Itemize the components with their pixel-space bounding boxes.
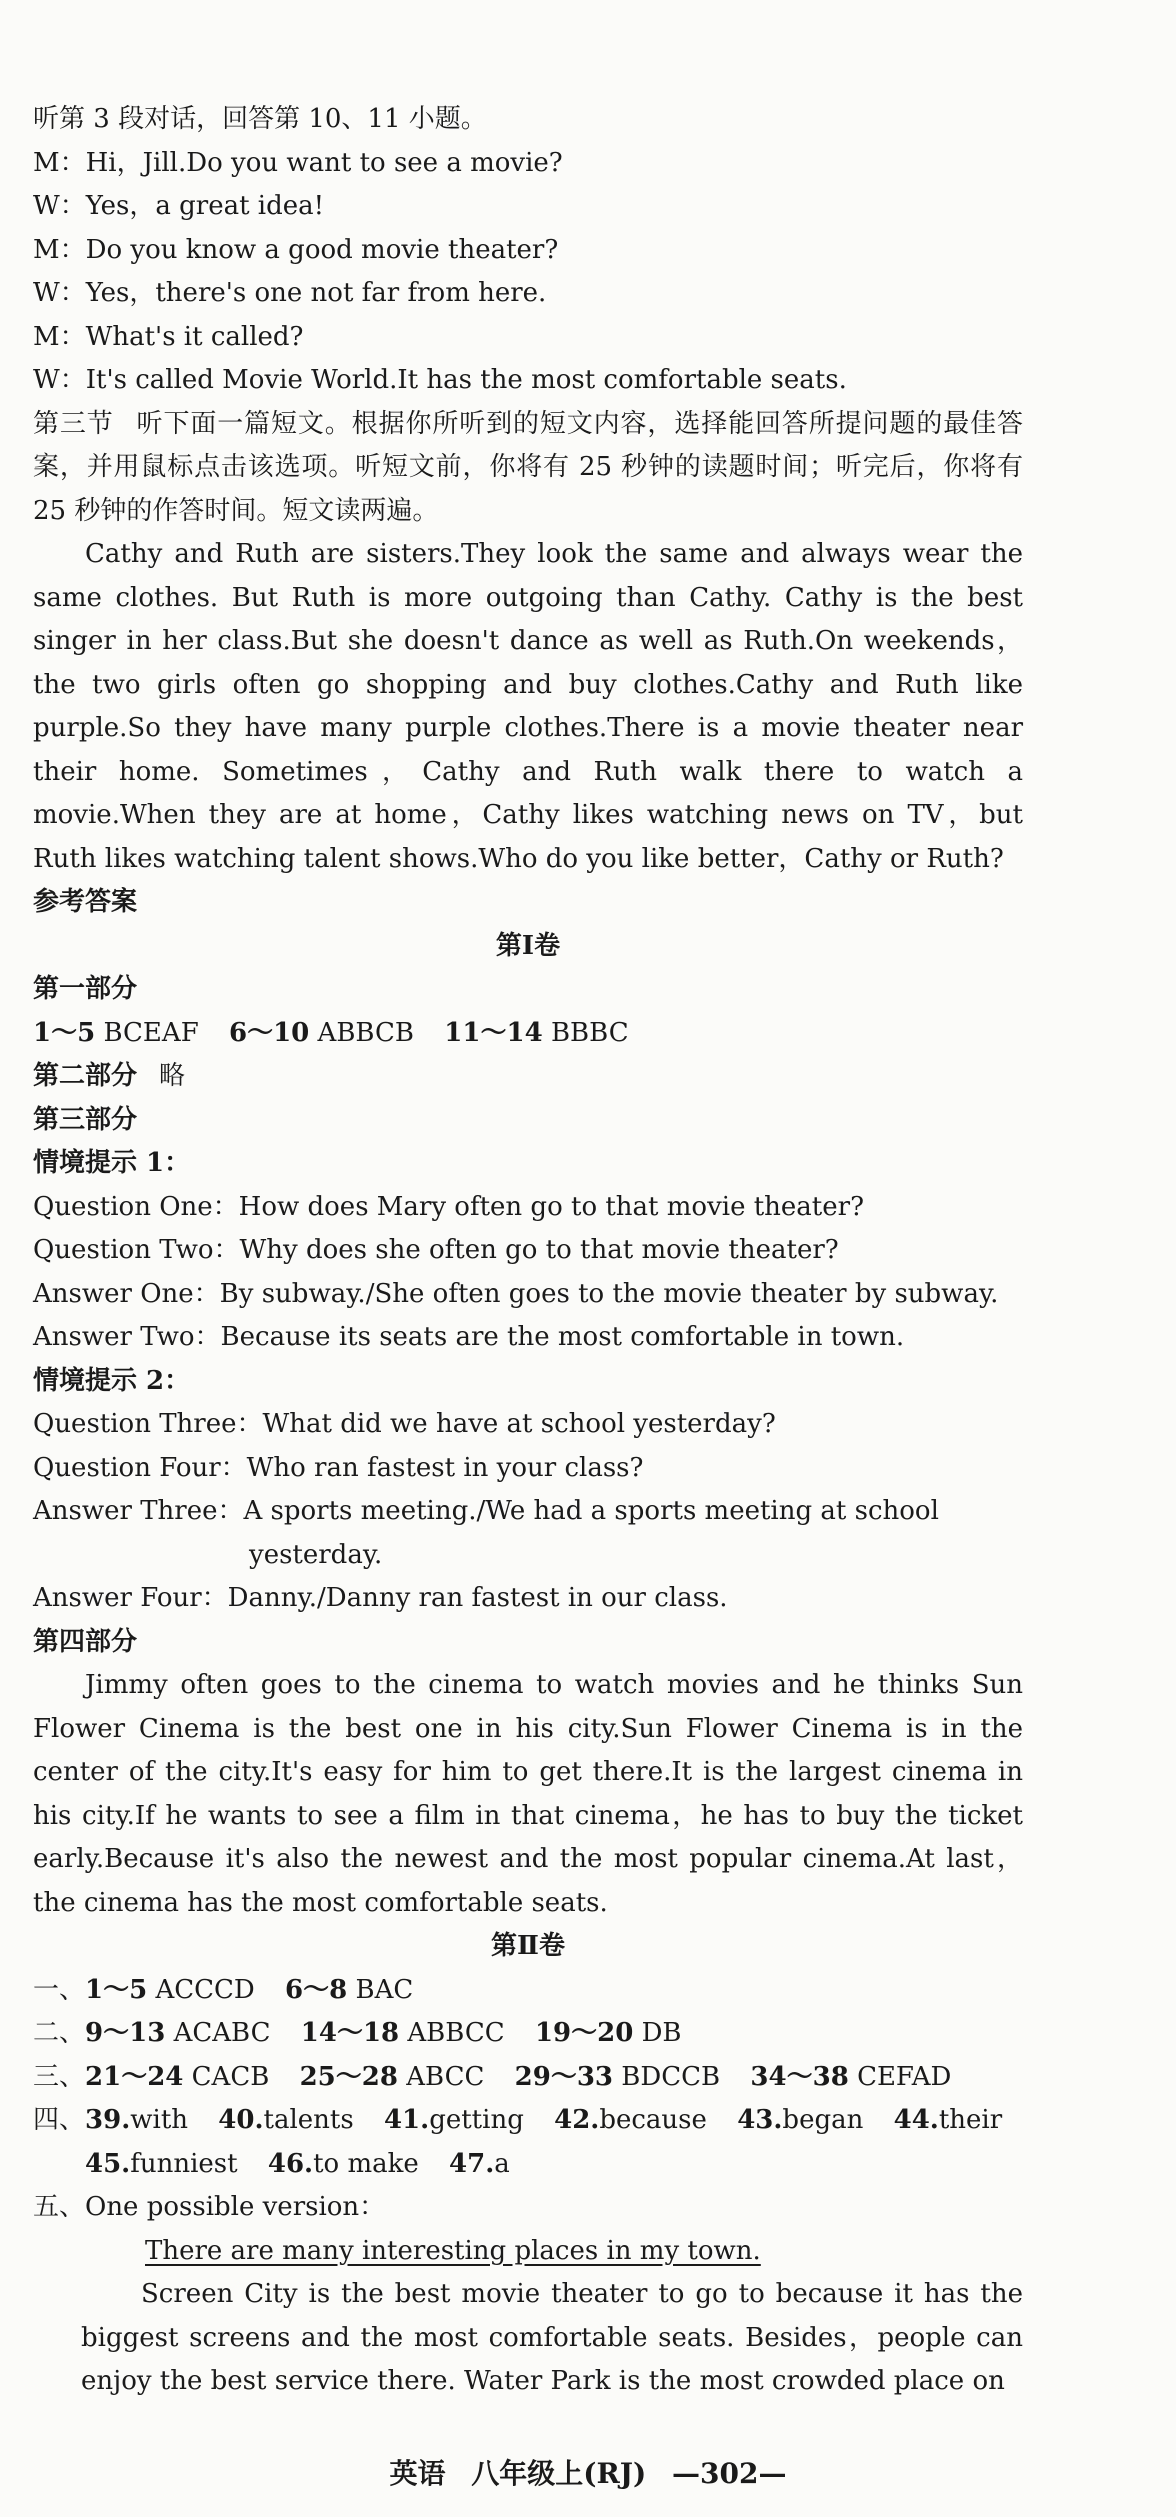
answer-range: 1～5 [85, 1974, 148, 2005]
scene2-answer-three-cont: yesterday. [249, 1539, 383, 1570]
answer-value: ABCC [406, 2061, 485, 2092]
scene1-line: Answer Two：Because its seats are the most comfortable in town. [33, 1322, 905, 1352]
dialogue-line: W：Yes，a great idea! [33, 191, 325, 221]
answer-number: 44. [893, 2105, 939, 2135]
answer-range: 6～10 [229, 1017, 310, 1048]
scene1-line: Question Two：Why does she often go to that movie theater? [33, 1235, 839, 1265]
answer-number: 47. [449, 2148, 495, 2179]
sec1-answers [33, 1969, 1023, 2013]
scene2-answer-four: Answer Four：Danny./Danny ran fastest in our class. [33, 1583, 728, 1613]
answer-range: 9～13 [85, 2018, 166, 2048]
answer-range: 11～14 [444, 1017, 543, 1048]
answer-value: to make [313, 2148, 419, 2179]
answer-value: ABBCC [407, 2018, 505, 2048]
answers-title: 参考答案 [33, 887, 138, 917]
footer-grade: 八年级上(RJ) [471, 2457, 647, 2490]
listening-intro: 听第 3 段对话，回答第 10、11 小题。 [33, 104, 487, 134]
footer-subject: 英语 [389, 2457, 446, 2490]
sec-label: 四、 [33, 2105, 86, 2135]
sec4-answers-cont [33, 2143, 1023, 2187]
scene2-question-four: Question Four：Who ran fastest in your class? [33, 1452, 644, 1483]
section3-instruction: 听下面一篇短文。根据你所听到的短文内容，选择能回答所提问题的最佳答案，并用鼠标点击该选项。听短文前，你将有 25 秒钟的读题时间；听完后，你将有 25 秒钟的作答时间。短文读两遍。 [33, 408, 1023, 526]
answer-range: 21～24 [85, 2061, 184, 2092]
dialogue-line: W：It's called Movie World.It has the most comfortable seats. [33, 365, 847, 395]
answer-value: CEFAD [857, 2061, 952, 2092]
answer-range: 14～18 [300, 2018, 400, 2048]
part2-text: 略 [159, 1061, 186, 1091]
answer-range: 34～38 [750, 2061, 849, 2092]
answer-value: with [130, 2105, 189, 2135]
answer-range: 19～20 [534, 2018, 634, 2048]
sec-label: 三、 [33, 2061, 86, 2092]
answer-value: getting [429, 2105, 524, 2135]
answer-number: 43. [737, 2105, 783, 2135]
part4-title: 第四部分 [33, 1626, 138, 1657]
answer-value: ABBCB [317, 1017, 415, 1048]
page-content [33, 98, 1023, 2404]
answer-number: 42. [554, 2105, 600, 2135]
volume-1-heading: 第Ⅰ卷 [495, 930, 561, 961]
answer-number: 40. [218, 2105, 264, 2135]
answer-value: BCEAF [103, 1017, 199, 1048]
page-footer [0, 2452, 1176, 2492]
answer-range: 6～8 [285, 1974, 348, 2005]
listening-passage: Cathy and Ruth are sisters.They look the same and always wear the same clothes. But Ruth is more outgoing than Cathy. Cathy is the best singer in her class.But she doesn't dance as well as Ruth.On weekends，the two girls often go shopping and buy clothes.Cathy and Ruth like purple.So they have many purple clothes.There is a movie theater near their home. Sometimes，Cathy and Ruth walk there to watch a movie.When they are at home，Cathy likes watching news on TV，but Ruth likes watching talent shows.Who do you like better，Cathy or Ruth? [33, 539, 1023, 874]
answer-range: 29～33 [514, 2061, 614, 2092]
answer-range: 1～5 [33, 1017, 96, 1048]
answer-value: ACABC [173, 2018, 271, 2048]
page-number: —302— [672, 2457, 787, 2490]
essay-title-row [33, 2230, 1023, 2274]
sec3-answers [33, 2056, 1023, 2100]
scene2-question-three: Question Three：What did we have at school yesterday? [33, 1409, 776, 1439]
answer-value: BAC [355, 1974, 414, 2005]
sec4-answers [33, 2099, 1023, 2143]
answer-value: BBBC [550, 1017, 629, 1048]
answer-value: talents [263, 2105, 354, 2135]
part2-title: 第二部分 [33, 1061, 138, 1091]
answer-value: because [599, 2105, 707, 2135]
sec2-answers [33, 2012, 1023, 2056]
volume-2-heading: 第Ⅱ卷 [491, 1931, 565, 1961]
dialogue-line: M：Do you know a good movie theater? [33, 234, 559, 265]
answer-value: a [494, 2148, 510, 2179]
scene1-title: 情境提示 1： [33, 1148, 191, 1178]
part2-row [33, 1055, 1023, 1099]
answer-value: funniest [130, 2148, 238, 2179]
dialogue-line: M：Hi，Jill.Do you want to see a movie? [33, 147, 563, 178]
scene2-answer-three: Answer Three：A sports meeting./We had a sports meeting at school [33, 1496, 939, 1526]
essay-title: There are many interesting places in my town. [145, 2235, 761, 2266]
sec-label: 一、 [33, 1974, 86, 2005]
answer-range: 25～28 [299, 2061, 398, 2092]
section3-title: 第三节 [33, 408, 114, 439]
answer-value: their [938, 2105, 1003, 2135]
sec-label: 二、 [33, 2018, 86, 2048]
answer-value: DB [641, 2018, 682, 2048]
essay-body: Screen City is the best movie theater to go to because it has the biggest screens and the most comfortable seats. Besides，people can enjoy the best service there. Water Park is the most crowded place on [81, 2279, 1023, 2396]
scene2-title: 情境提示 2： [33, 1365, 191, 1396]
answer-value: BDCCB [621, 2061, 721, 2092]
answer-number: 39. [85, 2105, 131, 2135]
scene1-line: Answer One：By subway./She often goes to the movie theater by subway. [33, 1278, 999, 1309]
part1-answers [33, 1012, 1023, 1056]
answer-value: CACB [191, 2061, 270, 2092]
answer-number: 46. [267, 2148, 314, 2179]
answer-number: 41. [383, 2105, 430, 2135]
part4-passage: Jimmy often goes to the cinema to watch movies and he thinks Sun Flower Cinema is the best one in his city.Sun Flower Cinema is in the center of the city.It's easy for him to get there.It is the largest cinema in his city.If he wants to see a film in that cinema，he has to buy the ticket early.Because it's also the newest and the most popular cinema.At last，the cinema has the most comfortable seats. [33, 1670, 1023, 1918]
scene1-line: Question One：How does Mary often go to that movie theater? [33, 1191, 865, 1222]
answer-value: began [782, 2105, 864, 2135]
part3-title: 第三部分 [33, 1104, 138, 1135]
sec5-label: 五、One possible version： [33, 2192, 386, 2222]
part1-title: 第一部分 [33, 974, 138, 1004]
dialogue-line: M：What's it called? [33, 321, 304, 352]
dialogue-line: W：Yes，there's one not far from here. [33, 278, 547, 308]
answer-number: 45. [85, 2148, 131, 2179]
section3-block [33, 403, 1023, 534]
answer-value: ACCCD [155, 1974, 255, 2005]
